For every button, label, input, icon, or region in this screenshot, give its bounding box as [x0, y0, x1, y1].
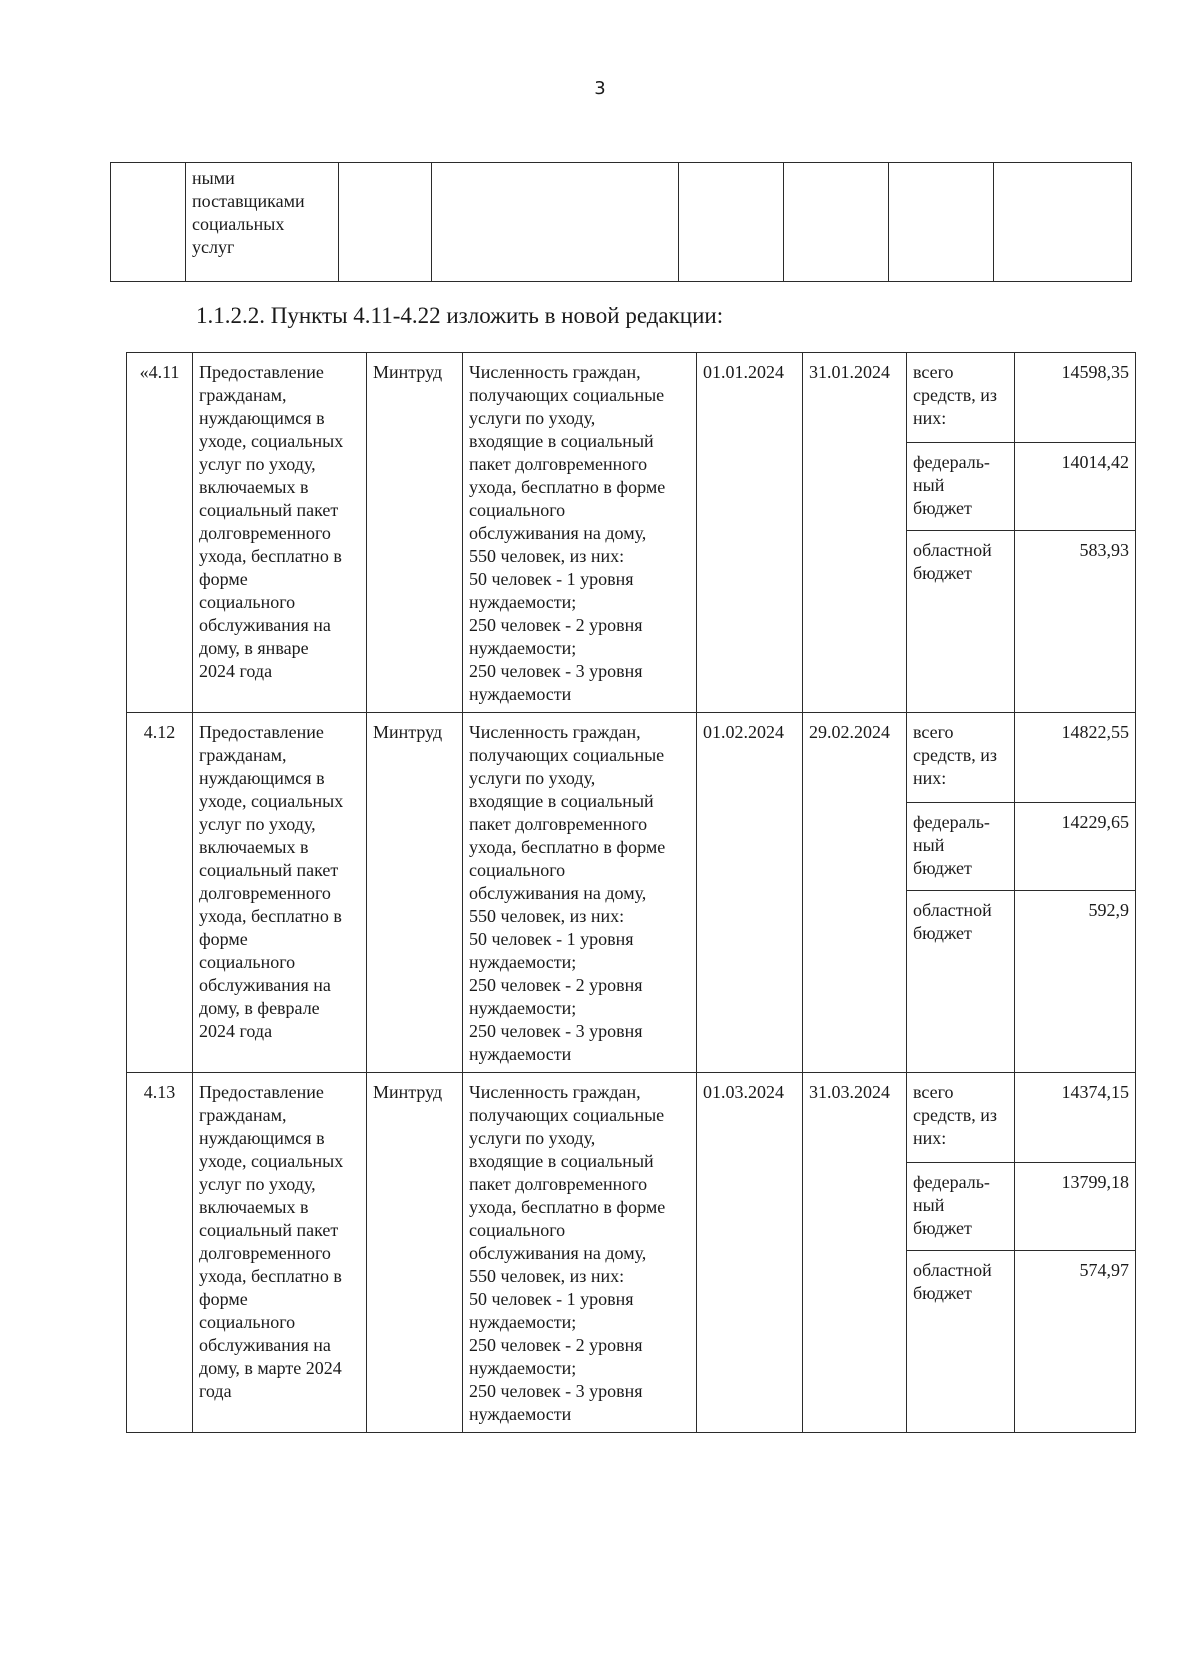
service-line: включаемых в [199, 837, 309, 857]
result-line: 50 человек - 1 уровня [469, 929, 634, 949]
result-line: нуждаемости; [469, 592, 577, 612]
service-line: нуждающимся в [199, 1128, 325, 1148]
result-line: нуждаемости; [469, 1312, 577, 1332]
funding-label-line: ный [913, 475, 945, 495]
service-line: уходе, социальных [199, 791, 344, 811]
end-date: 31.03.2024 [803, 1073, 907, 1433]
result-line: ухода, бесплатно в форме [469, 837, 666, 857]
funding-label [907, 1163, 1015, 1251]
result-line: пакет долговременного [469, 454, 648, 474]
start-date: 01.02.2024 [697, 713, 803, 1073]
fragment-cell [186, 163, 339, 282]
result-line: обслуживания на дому, [469, 883, 647, 903]
funding-label-line: них: [913, 768, 947, 788]
ministry: Минтруд [367, 713, 463, 1073]
service-line: нуждающимся в [199, 408, 325, 428]
service-line: форме [199, 929, 248, 949]
service-line: дому, в феврале [199, 998, 320, 1018]
service-line: года [199, 1381, 232, 1401]
service-line: гражданам, [199, 745, 287, 765]
empty-cell [679, 163, 784, 282]
service-line: Предоставление [199, 362, 324, 382]
item-number: 4.13 [127, 1073, 193, 1433]
service-line: обслуживания на [199, 1335, 331, 1355]
service-line: долговременного [199, 883, 331, 903]
service-line: 2024 года [199, 1021, 273, 1041]
service-description [193, 1073, 367, 1433]
service-line: Предоставление [199, 1082, 324, 1102]
funding-label-line: бюджет [913, 858, 972, 878]
result-line: ухода, бесплатно в форме [469, 1197, 666, 1217]
result-line: 50 человек - 1 уровня [469, 569, 634, 589]
start-date: 01.03.2024 [697, 1073, 803, 1433]
funding-label-line: всего [913, 362, 954, 382]
result-line: социального [469, 500, 566, 520]
end-date: 29.02.2024 [803, 713, 907, 1073]
service-description [193, 713, 367, 1073]
service-line: социального [199, 1312, 296, 1332]
funding-label-line: средств, из [913, 385, 997, 405]
empty-cell [889, 163, 994, 282]
result-line: нуждаемости [469, 684, 572, 704]
service-line: социальный пакет [199, 500, 339, 520]
funding-label-line: федераль- [913, 1172, 990, 1192]
result-line: ухода, бесплатно в форме [469, 477, 666, 497]
funding-label [907, 890, 1015, 1072]
funding-label-line: бюджет [913, 562, 972, 583]
service-line: долговременного [199, 523, 331, 543]
service-line: включаемых в [199, 1197, 309, 1217]
result-line: входящие в социальный [469, 431, 654, 451]
item-number: «4.11 [127, 353, 193, 713]
funding-label-line: бюджет [913, 1282, 972, 1303]
funding-label [907, 443, 1015, 531]
funding-amount: 592,9 [1015, 890, 1136, 1072]
empty-cell [339, 163, 432, 282]
result-line: 550 человек, из них: [469, 1266, 625, 1286]
result-line: 250 человек - 2 уровня [469, 615, 643, 635]
service-line: услуг по уходу, [199, 814, 316, 834]
result-line: обслуживания на дому, [469, 1243, 647, 1263]
service-line: социального [199, 592, 296, 612]
funding-label-line: средств, из [913, 745, 997, 765]
result-line: входящие в социальный [469, 791, 654, 811]
funding-amount: 14014,42 [1015, 443, 1136, 531]
result-line: Численность граждан, [469, 1082, 641, 1102]
service-line: обслуживания на [199, 615, 331, 635]
funding-amount: 14229,65 [1015, 803, 1136, 891]
result-line: 250 человек - 3 уровня [469, 1021, 643, 1041]
funding-label [907, 1250, 1015, 1432]
table-row [111, 163, 1132, 282]
funding-label-line: них: [913, 1128, 947, 1148]
funding-label-line: ный [913, 835, 945, 855]
result-line: получающих социальные [469, 745, 665, 765]
service-line: обслуживания на [199, 975, 331, 995]
service-line: гражданам, [199, 385, 287, 405]
result-line: 550 человек, из них: [469, 546, 625, 566]
result-line: пакет долговременного [469, 814, 648, 834]
service-line: ухода, бесплатно в [199, 546, 342, 566]
funding-label-line: них: [913, 408, 947, 428]
empty-cell [432, 163, 679, 282]
funding-amount: 14822,55 [1015, 713, 1136, 803]
result-line: 250 человек - 3 уровня [469, 1381, 643, 1401]
service-line: включаемых в [199, 477, 309, 497]
funding-label-line: средств, из [913, 1105, 997, 1125]
result-line: Численность граждан, [469, 362, 641, 382]
result-line: Численность граждан, [469, 722, 641, 742]
result-line: 50 человек - 1 уровня [469, 1289, 634, 1309]
service-line: ухода, бесплатно в [199, 1266, 342, 1286]
service-line: социального [199, 952, 296, 972]
result-line: нуждаемости [469, 1044, 572, 1064]
result-line: социального [469, 1220, 566, 1240]
service-line: 2024 года [199, 661, 273, 681]
funding-label-line: федераль- [913, 812, 990, 832]
funding-amount: 583,93 [1015, 530, 1136, 712]
result-description [463, 713, 697, 1073]
result-line: входящие в социальный [469, 1151, 654, 1171]
service-line: Предоставление [199, 722, 324, 742]
funding-amount: 14598,35 [1015, 353, 1136, 443]
funding-label [907, 1073, 1015, 1163]
empty-cell [111, 163, 186, 282]
funding-label [907, 353, 1015, 443]
item-number: 4.12 [127, 713, 193, 1073]
result-line: пакет долговременного [469, 1174, 648, 1194]
service-line: нуждающимся в [199, 768, 325, 788]
service-line: уходе, социальных [199, 1151, 344, 1171]
funding-amount: 574,97 [1015, 1250, 1136, 1432]
result-line: нуждаемости; [469, 952, 577, 972]
result-line: получающих социальные [469, 385, 665, 405]
funding-amount: 13799,18 [1015, 1163, 1136, 1251]
table-row [127, 353, 1136, 443]
funding-label-line: всего [913, 722, 954, 742]
result-line: социального [469, 860, 566, 880]
fragment-line: поставщиками [192, 191, 305, 211]
table-row [127, 713, 1136, 803]
service-line: форме [199, 1289, 248, 1309]
funding-label [907, 713, 1015, 803]
funding-label [907, 803, 1015, 891]
result-line: получающих социальные [469, 1105, 665, 1125]
fragment-line: социальных [192, 214, 285, 234]
end-date: 31.01.2024 [803, 353, 907, 713]
service-line: долговременного [199, 1243, 331, 1263]
empty-cell [994, 163, 1132, 282]
result-line: нуждаемости [469, 1404, 572, 1424]
service-line: услуг по уходу, [199, 1174, 316, 1194]
funding-label-line: областной [913, 899, 992, 920]
result-line: 250 человек - 2 уровня [469, 1335, 643, 1355]
funding-label-line: областной [913, 1259, 992, 1280]
result-description [463, 1073, 697, 1433]
funding-label-line: бюджет [913, 922, 972, 943]
result-line: услуги по уходу, [469, 1128, 596, 1148]
table-row [127, 1073, 1136, 1163]
result-line: обслуживания на дому, [469, 523, 647, 543]
result-line: нуждаемости; [469, 638, 577, 658]
funding-label-line: ный [913, 1195, 945, 1215]
service-line: социальный пакет [199, 860, 339, 880]
service-line: уходе, социальных [199, 431, 344, 451]
result-line: нуждаемости; [469, 1358, 577, 1378]
service-line: дому, в январе [199, 638, 309, 658]
fragment-line: ными [192, 168, 235, 188]
funding-label-line: бюджет [913, 1218, 972, 1238]
page-number: 3 [594, 78, 606, 99]
result-line: 250 человек - 2 уровня [469, 975, 643, 995]
fragment-line: услуг [192, 237, 235, 257]
service-line: форме [199, 569, 248, 589]
empty-cell [784, 163, 889, 282]
funding-label-line: всего [913, 1082, 954, 1102]
funding-label [907, 530, 1015, 712]
service-line: социальный пакет [199, 1220, 339, 1240]
service-line: услуг по уходу, [199, 454, 316, 474]
section-heading: 1.1.2.2. Пункты 4.11-4.22 изложить в новой редакции: [196, 303, 724, 328]
result-description [463, 353, 697, 713]
ministry: Минтруд [367, 1073, 463, 1433]
funding-label-line: федераль- [913, 452, 990, 472]
result-line: нуждаемости; [469, 998, 577, 1018]
service-line: дому, в марте 2024 [199, 1358, 342, 1378]
service-line: гражданам, [199, 1105, 287, 1125]
funding-amount: 14374,15 [1015, 1073, 1136, 1163]
service-line: ухода, бесплатно в [199, 906, 342, 926]
continuation-table [110, 162, 1132, 282]
funding-label-line: бюджет [913, 498, 972, 518]
start-date: 01.01.2024 [697, 353, 803, 713]
funding-label-line: областной [913, 539, 992, 560]
result-line: 250 человек - 3 уровня [469, 661, 643, 681]
result-line: услуги по уходу, [469, 408, 596, 428]
service-description [193, 353, 367, 713]
ministry: Минтруд [367, 353, 463, 713]
result-line: 550 человек, из них: [469, 906, 625, 926]
measures-table [126, 352, 1136, 1433]
result-line: услуги по уходу, [469, 768, 596, 788]
